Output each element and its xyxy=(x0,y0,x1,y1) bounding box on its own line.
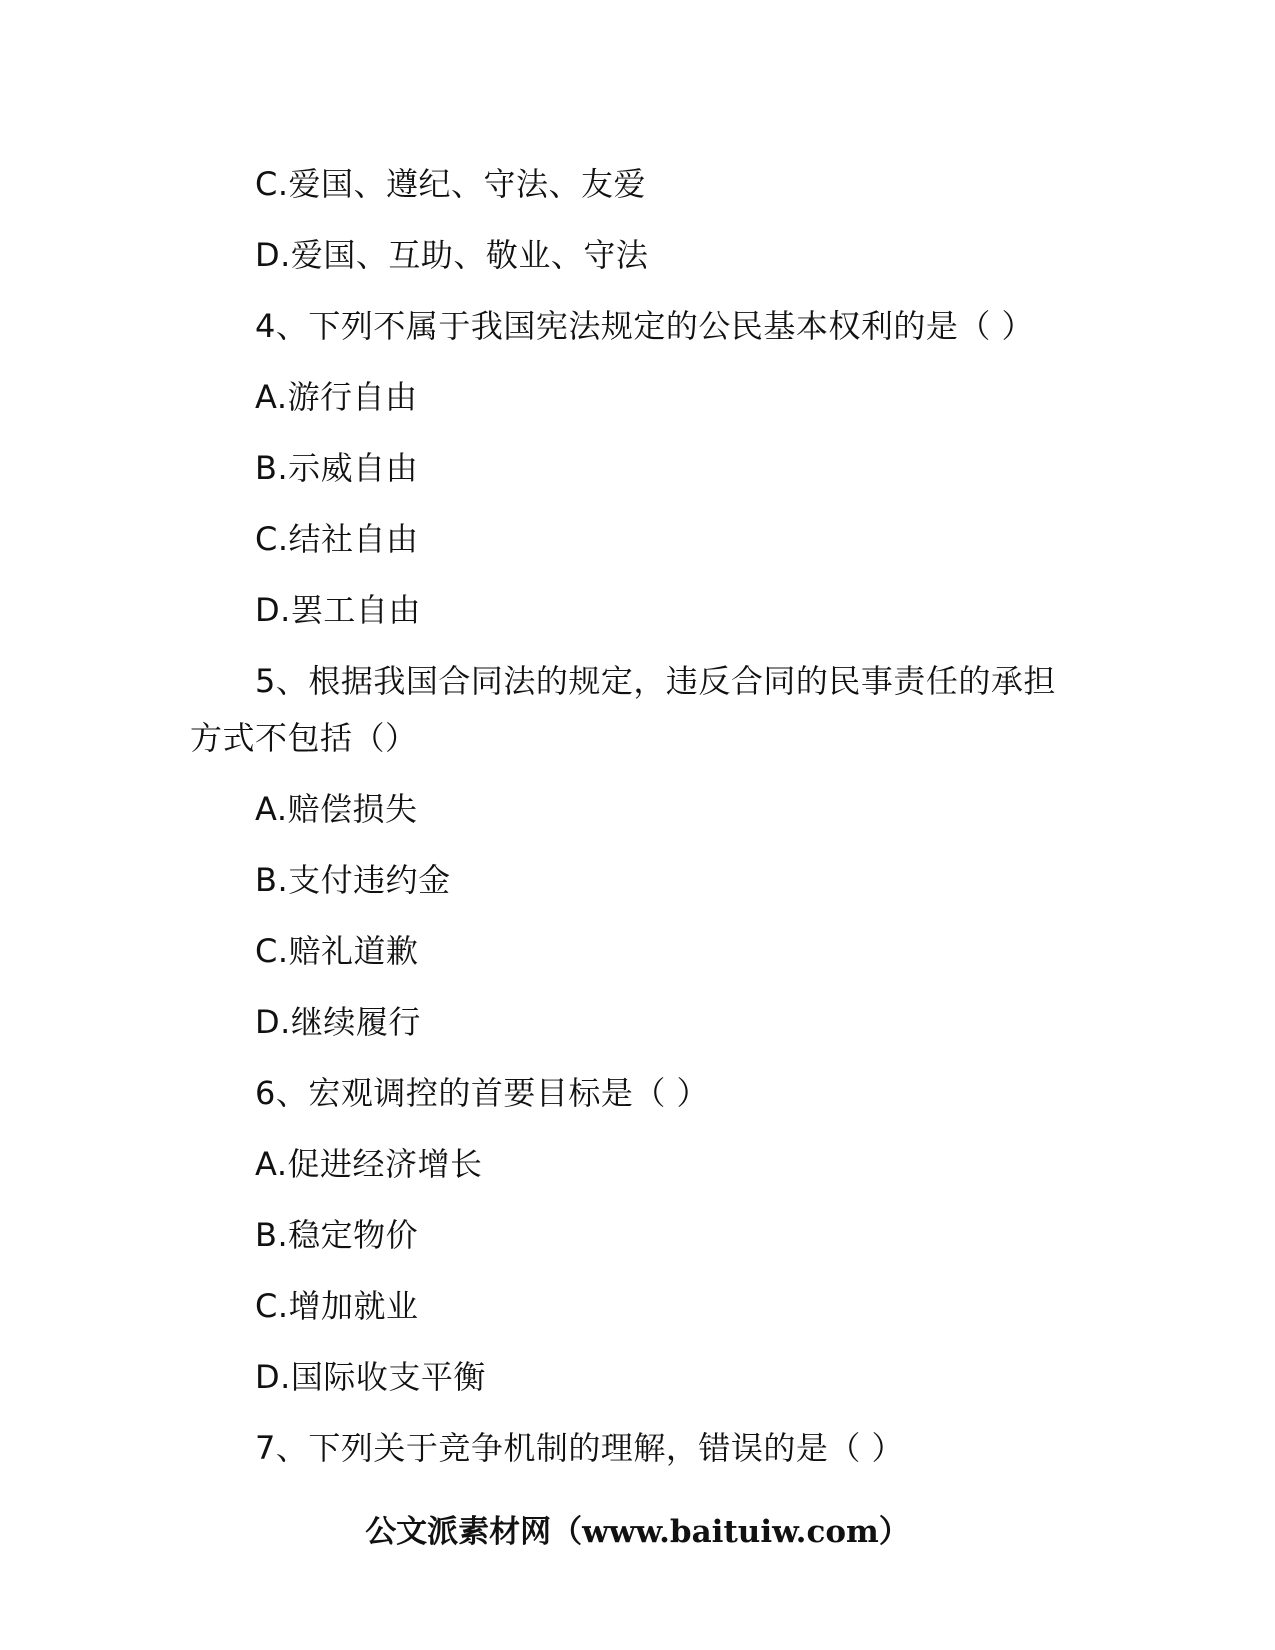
question-5: 5、根据我国合同法的规定，违反合同的民事责任的承担 xyxy=(255,662,1056,700)
option-4d: D.罢工自由 xyxy=(255,591,421,629)
option-5c: C.赔礼道歉 xyxy=(255,932,419,970)
option-6c: C.增加就业 xyxy=(255,1287,419,1325)
footer-watermark: 公文派素材网（www.baituiw.com） xyxy=(365,1514,910,1550)
option-4b: B.示威自由 xyxy=(255,449,419,487)
option-6a: A.促进经济增长 xyxy=(255,1145,483,1183)
option-4a: A.游行自由 xyxy=(255,378,418,416)
question-7: 7、下列关于竞争机制的理解，错误的是（ ） xyxy=(255,1429,905,1467)
option-6b: B.稳定物价 xyxy=(255,1216,419,1254)
option-5d: D.继续履行 xyxy=(255,1003,421,1041)
option-3d: D.爱国、互助、敬业、守法 xyxy=(255,236,649,274)
question-6: 6、宏观调控的首要目标是（ ） xyxy=(255,1074,710,1112)
question-5-continuation: 方式不包括（） xyxy=(190,719,418,757)
option-6d: D.国际收支平衡 xyxy=(255,1358,486,1396)
question-4: 4、下列不属于我国宪法规定的公民基本权利的是（ ） xyxy=(255,307,1035,345)
option-5a: A.赔偿损失 xyxy=(255,790,418,828)
option-4c: C.结社自由 xyxy=(255,520,419,558)
option-5b: B.支付违约金 xyxy=(255,861,451,899)
option-3c: C.爱国、遵纪、守法、友爱 xyxy=(255,165,647,203)
